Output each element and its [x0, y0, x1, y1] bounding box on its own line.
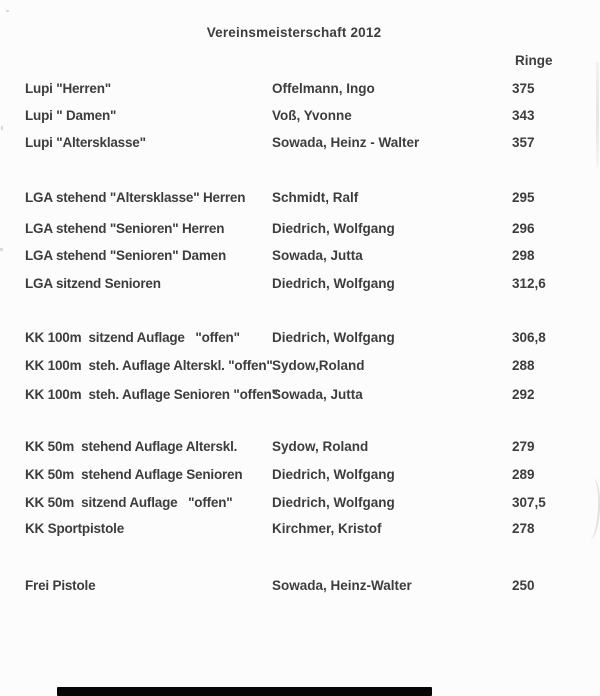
score-cell: 289 — [512, 467, 535, 482]
category-cell: KK Sportpistole — [25, 521, 125, 536]
category-cell: KK 100m steh. Auflage Senioren "offen" — [25, 387, 278, 402]
result-row — [0, 440, 600, 455]
shooter-name-cell: Sowada, Heinz - Walter — [272, 135, 420, 150]
category-cell: LGA stehend "Altersklasse" Herren — [25, 190, 246, 205]
result-row — [0, 277, 600, 292]
score-cell: 279 — [512, 439, 535, 454]
result-row — [0, 82, 600, 97]
result-row — [0, 468, 600, 483]
category-cell: Lupi "Herren" — [25, 81, 111, 96]
score-cell: 298 — [512, 248, 535, 263]
category-cell: KK 100m steh. Auflage Alterskl. "offen" — [25, 358, 273, 373]
score-cell: 343 — [512, 108, 535, 123]
result-row — [0, 109, 600, 124]
category-cell: Frei Pistole — [25, 578, 96, 593]
shooter-name-cell: Diedrich, Wolfgang — [272, 276, 395, 291]
shooter-name-cell: Voß, Yvonne — [272, 108, 352, 123]
category-cell: KK 50m stehend Auflage Senioren — [25, 467, 243, 482]
shooter-name-cell: Diedrich, Wolfgang — [272, 495, 395, 510]
shooter-name-cell: Kirchmer, Kristof — [272, 521, 382, 536]
score-cell: 278 — [512, 521, 535, 536]
scan-artifact-speck — [0, 248, 3, 251]
page-title: Vereinsmeisterschaft 2012 — [206, 25, 382, 40]
shooter-name-cell: Sowada, Heinz-Walter — [272, 578, 412, 593]
category-cell: KK 50m sitzend Auflage "offen" — [25, 495, 233, 510]
shooter-name-cell: Sydow, Roland — [272, 439, 369, 454]
category-cell: KK 100m sitzend Auflage "offen" — [25, 330, 240, 345]
score-cell: 357 — [512, 135, 535, 150]
shooter-name-cell: Sydow,Roland — [272, 358, 365, 373]
shooter-name-cell: Diedrich, Wolfgang — [272, 221, 395, 236]
result-row — [0, 359, 600, 374]
score-cell: 292 — [512, 387, 535, 402]
result-row — [0, 136, 600, 151]
score-cell: 312,6 — [512, 276, 546, 291]
shooter-name-cell: Diedrich, Wolfgang — [272, 467, 395, 482]
shooter-name-cell: Diedrich, Wolfgang — [272, 330, 395, 345]
result-row — [0, 331, 600, 346]
score-cell: 307,5 — [512, 495, 546, 510]
score-cell: 375 — [512, 81, 535, 96]
score-cell: 296 — [512, 221, 535, 236]
category-cell: LGA sitzend Senioren — [25, 276, 161, 291]
result-row — [0, 249, 600, 264]
scan-artifact-edge-sliver — [596, 62, 599, 167]
shooter-name-cell: Schmidt, Ralf — [272, 190, 359, 205]
category-cell: LGA stehend "Senioren" Damen — [25, 248, 226, 263]
scan-artifact-black-bar — [57, 687, 432, 696]
score-cell: 288 — [512, 358, 535, 373]
score-cell: 295 — [512, 190, 535, 205]
category-cell: Lupi "Altersklasse" — [25, 135, 146, 150]
scan-artifact-speck — [1, 126, 3, 130]
result-row — [0, 222, 600, 237]
shooter-name-cell: Sowada, Jutta — [272, 387, 363, 402]
result-row — [0, 388, 600, 403]
result-row — [0, 496, 600, 511]
score-cell: 306,8 — [512, 330, 546, 345]
score-cell: 250 — [512, 578, 535, 593]
shooter-name-cell: Sowada, Jutta — [272, 248, 363, 263]
result-row — [0, 522, 600, 537]
result-row — [0, 191, 600, 206]
result-row — [0, 579, 600, 594]
category-cell: LGA stehend "Senioren" Herren — [25, 221, 225, 236]
category-cell: Lupi " Damen" — [25, 108, 117, 123]
category-cell: KK 50m stehend Auflage Alterskl. — [25, 439, 238, 454]
column-header-ringe: Ringe — [515, 53, 553, 68]
scan-artifact-speck — [6, 10, 9, 12]
shooter-name-cell: Offelmann, Ingo — [272, 81, 375, 96]
